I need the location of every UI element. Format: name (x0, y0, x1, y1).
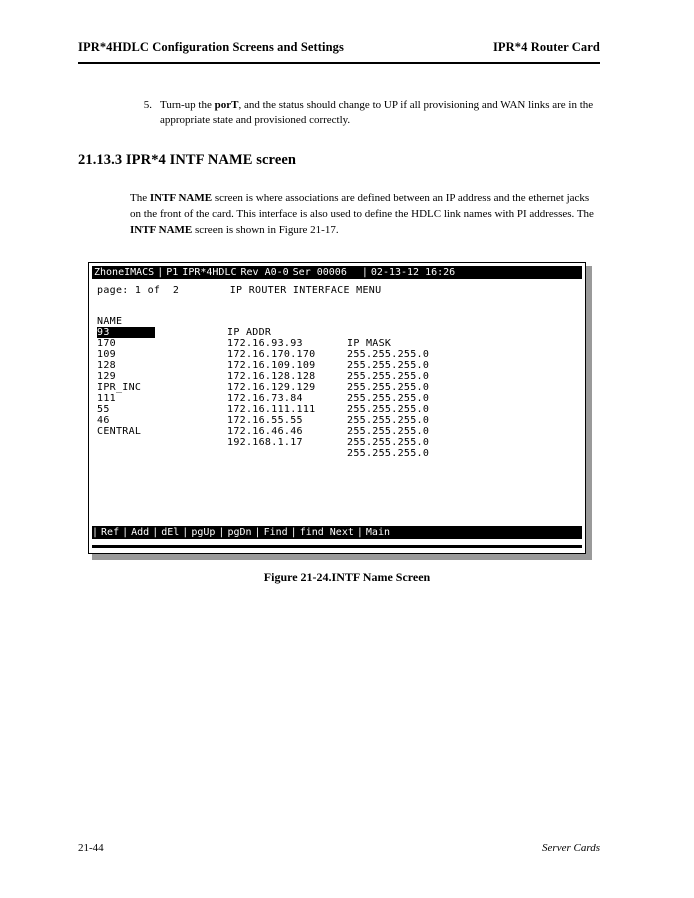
titlebar-separator-2: | (349, 267, 368, 278)
terminal-screen (88, 262, 586, 554)
cell-name: 128 (97, 360, 116, 371)
cell-ip-addr: 172.16.129.129 (227, 382, 316, 393)
cell-ip-addr: 172.16.93.93 (227, 338, 303, 349)
titlebar-system: ZhoneIMACS (94, 267, 155, 278)
list-item-text (160, 98, 600, 128)
list-item (130, 98, 600, 128)
list-item-number: 5. (143, 99, 152, 111)
column-header-ip-addr: IP ADDR (227, 327, 272, 338)
terminal-menubar (92, 526, 582, 539)
cell-ip-addr: 172.16.109.109 (227, 360, 316, 371)
cell-name: 55 (97, 404, 110, 415)
cell-ip-mask: 255.255.255.0 (347, 404, 430, 415)
menu-item-ref[interactable]: Ref (101, 527, 120, 538)
cell-ip-mask: 255.255.255.0 (347, 393, 430, 404)
cell-name: 129 (97, 371, 116, 382)
cell-ip-mask: 255.255.255.0 (347, 360, 430, 371)
titlebar-datetime: 02-13-12 16:26 (370, 267, 456, 278)
cell-ip-mask: 255.255.255.0 (347, 415, 430, 426)
footer-section-label: Server Cards (542, 842, 600, 854)
list-item-text-part2: , and the status should change to UP if all provisioning and WAN links are in the appropriate state and provisioned correctly. (160, 99, 594, 126)
paragraph-part-1: The (130, 192, 150, 204)
section-paragraph (130, 190, 600, 238)
cell-name: IPR_INC (97, 382, 142, 393)
cell-name: 93 (97, 327, 155, 338)
column-header-name: NAME (97, 316, 123, 327)
footer-page-number: 21-44 (78, 842, 104, 854)
titlebar-rev: Rev A0-0 (240, 267, 289, 278)
titlebar-separator: | (157, 267, 164, 278)
menu-separator: | (356, 527, 363, 538)
cell-name: CENTRAL (97, 426, 142, 437)
menu-item-find[interactable]: Find (263, 527, 288, 538)
terminal-footer-rule (92, 545, 582, 548)
list-item-bold-word: porT (214, 99, 239, 111)
cell-ip-mask: 255.255.255.0 (347, 382, 430, 393)
section-heading: 21.13.3 IPR*4 INTF NAME screen (78, 152, 297, 168)
menu-separator: | (152, 527, 159, 538)
paragraph-bold-2: INTF NAME (130, 224, 193, 236)
menu-item-find-next[interactable]: find Next (299, 527, 354, 538)
menu-item-pgdn[interactable]: pgDn (227, 527, 252, 538)
titlebar-card: IPR*4HDLC (182, 267, 237, 278)
cell-name: 111 (97, 393, 116, 404)
paragraph-bold-1: INTF NAME (149, 192, 213, 204)
header-title-left: IPR*4HDLC Configuration Screens and Settings (78, 40, 344, 54)
cell-ip-addr: 172.16.73.84 (227, 393, 303, 404)
cell-ip-addr: 172.16.46.46 (227, 426, 303, 437)
figure-caption: Figure 21-24.INTF Name Screen (263, 570, 431, 584)
paragraph-part-2: screen is where associations are defined between an IP address and the ethernet jacks on the front of the card. This interface is also used to define the HDLC link names with PI addresses. The (130, 192, 594, 220)
cell-ip-mask: 255.255.255.0 (347, 426, 430, 437)
terminal-page-indicator: page: 1 of 2 IP ROUTER INTERFACE MENU (97, 285, 382, 296)
terminal-titlebar (92, 266, 582, 279)
cell-ip-mask: 255.255.255.0 (347, 437, 430, 448)
menu-item-main[interactable]: Main (365, 527, 390, 538)
menu-separator: | (254, 527, 261, 538)
list-item-text-part1: Turn-up the (160, 99, 215, 111)
column-header-ip-mask: IP MASK (347, 338, 392, 349)
paragraph-part-3: screen is shown in Figure 21-17. (192, 224, 339, 236)
titlebar-slot: P1 (166, 267, 179, 278)
menu-separator: | (218, 527, 225, 538)
cell-ip-addr: 192.168.1.17 (227, 437, 303, 448)
cell-ip-mask: 255.255.255.0 (347, 448, 430, 459)
cell-name: 170 (97, 338, 116, 349)
interface-table (97, 305, 557, 459)
cell-ip-mask: 255.255.255.0 (347, 371, 430, 382)
menu-item-del[interactable]: dEl (161, 527, 180, 538)
cell-ip-mask: 255.255.255.0 (347, 349, 430, 360)
terminal-figure (88, 262, 592, 560)
cell-ip-addr: 172.16.55.55 (227, 415, 303, 426)
menu-separator: | (122, 527, 129, 538)
running-header (78, 40, 600, 55)
header-title-right: IPR*4 Router Card (492, 40, 600, 54)
cell-name: 46 (97, 415, 110, 426)
titlebar-serial: Ser 00006 (292, 267, 347, 278)
cell-ip-addr: 172.16.128.128 (227, 371, 316, 382)
menu-separator: | (92, 527, 99, 538)
menu-separator: | (290, 527, 297, 538)
cell-ip-addr: 172.16.170.170 (227, 349, 316, 360)
cell-name: 109 (97, 349, 116, 360)
menu-item-add[interactable]: Add (131, 527, 150, 538)
cell-ip-addr: 172.16.111.111 (227, 404, 316, 415)
header-divider (78, 62, 600, 64)
menu-item-pgup[interactable]: pgUp (191, 527, 216, 538)
menu-separator: | (182, 527, 189, 538)
